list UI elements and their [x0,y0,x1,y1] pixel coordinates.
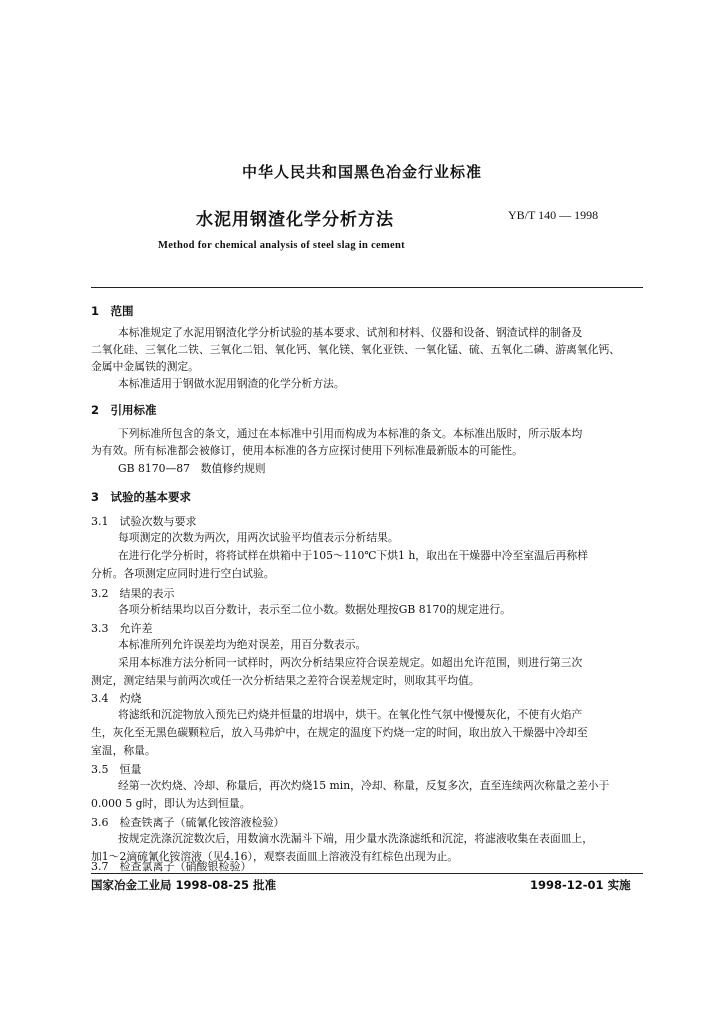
subsection-3-4-heading: 3.4 灼烧 [91,692,142,705]
section-2-heading: 2 引用标准 [91,403,157,417]
s3-3-line: 测定，测定结果与前两次或任一次分析结果之差符合误差规定时，则取其平均值。 [91,674,480,687]
s1-paragraph-line: 本标准规定了水泥用钢渣化学分析试验的基本要求、试剂和材料、仪器和设备、钢渣试样的制备及 [118,326,583,339]
s3-3-line: 采用本标准方法分析同一试样时，两次分析结果应符合误差规定。如超出允许范围，则进行第三次 [118,656,583,669]
s2-paragraph-line: 下列标准所包含的条文，通过在本标准中引用而构成为本标准的条文。本标准出版时，所示版本均 [118,427,583,440]
subsection-3-2-heading: 3.2 结果的表示 [91,587,175,600]
section-1-heading: 1 范围 [91,304,134,318]
english-title: Method for chemical analysis of steel slag in cement [158,240,405,251]
s3-4-line: 生，灰化至无黑色碳颗粒后，放入马弗炉中，在规定的温度下灼烧一定的时间，取出放入干燥器中冷却至 [91,726,588,739]
implementation-date: 1998-12-01 实施 [530,878,631,892]
s3-6-line: 按规定洗涤沉淀数次后，用数滴水洗漏斗下端，用少量水洗涤滤纸和沉淀，将滤液收集在表面皿上， [118,832,594,845]
footer-divider [91,873,643,874]
s1-paragraph-line: 二氧化硅、三氧化二铁、三氧化二铝、氧化钙、氧化镁、氧化亚铁、一氧化锰、硫、五氧化二磷、游离氧化钙、 [91,343,621,356]
issuing-organization: 中华人民共和国黑色冶金行业标准 [241,163,482,181]
s3-1-line: 在进行化学分析时，将将试样在烘箱中于105～110℃下烘1 h，取出在干燥器中冷至室温后再称样 [118,549,589,562]
s2-paragraph-line: 为有效。所有标准都会被修订，使用本标准的各方应探讨使用下列标准最新版本的可能性。 [91,444,523,457]
standard-code: YB/T 140 — 1998 [508,208,599,222]
s1-scope-line: 本标准适用于钢做水泥用钢渣的化学分析方法。 [118,377,345,390]
section-3-heading: 3 试验的基本要求 [91,490,192,504]
subsection-3-5-heading: 3.5 恒量 [91,763,142,776]
subsection-3-7-heading: 3.7 检查氯离子（硝酸银检验） [91,860,252,873]
s3-2-line: 各项分析结果均以百分数计，表示至二位小数。数据处理按GB 8170的规定进行。 [118,603,511,616]
s2-reference: GB 8170—87 数值修约规则 [118,462,266,475]
approval-date: 国家冶金工业局 1998-08-25 批准 [91,878,277,892]
subsection-3-3-heading: 3.3 允许差 [91,622,153,635]
s3-5-line: 经第一次灼烧、冷却、称量后，再次灼烧15 min，冷却、称量，反复多次，直至连续两次称量之差小于 [118,779,610,792]
s3-1-line: 分析。各项测定应同时进行空白试验。 [91,567,275,580]
s3-6-line: 加1～2滴硫氰化铵溶液（见4.16），观察表面皿上溶液没有红棕色出现为止。 [91,850,459,863]
s1-paragraph-line: 金属中金属铁的测定。 [91,360,199,373]
header-divider [91,287,643,288]
subsection-3-6-heading: 3.6 检查铁离子（硫氰化铵溶液检验） [91,816,285,829]
s3-4-line: 室温，称量。 [91,744,156,757]
s3-3-line: 本标准所列允许误差均为绝对误差，用百分数表示。 [118,638,367,651]
subsection-3-1-heading: 3.1 试验次数与要求 [91,515,197,528]
s3-5-line: 0.000 5 g时，即认为达到恒量。 [91,797,251,810]
s3-4-line: 将滤纸和沉淀物放入预先已灼烧并恒量的坩埚中，烘干。在氧化性气氛中慢慢灰化，不使有火焰产 [118,708,583,721]
document-title: 水泥用钢渣化学分析方法 [196,210,394,230]
s3-1-line: 每项测定的次数为两次，用两次试验平均值表示分析结果。 [118,531,399,544]
